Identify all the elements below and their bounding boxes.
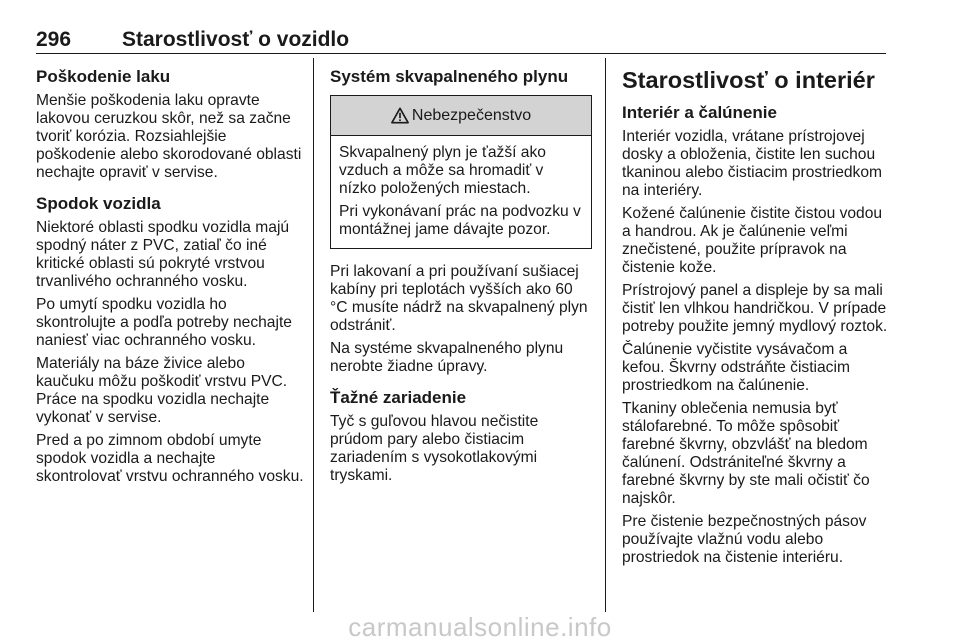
paragraph: Po umytí spodku vozidla ho skontrolujte a podľa potreby nechajte naniesť viac ochranného vosku. xyxy=(36,296,292,349)
paragraph: Materiály na báze živice alebo kaučuku môžu poškodiť vrstvu PVC. Práce na spodku vozidla nechajte vykonať v servise. xyxy=(36,355,288,426)
paragraph: Niektoré oblasti spodku vozidla majú spodný náter z PVC, zatiaľ čo iné kritické oblasti sú pokryté vrstvou trvanlivého ochranného vosku. xyxy=(36,219,290,290)
page-title: Starostlivosť o vozidlo xyxy=(122,28,350,51)
watermark: carmanualsonline.info xyxy=(348,612,612,642)
paragraph: Pre čistenie bezpečnostných pásov používajte vlažnú vodu alebo prostriedok na čistenie interiéru. xyxy=(622,513,867,566)
paragraph: Prístrojový panel a displeje by sa mali čistiť len vlhkou handričkou. V prípade potreby použite jemný mydlový roztok. xyxy=(622,282,888,335)
paragraph: Na systéme skvapalneného plynu nerobte žiadne úpravy. xyxy=(330,340,564,375)
warning-box xyxy=(330,95,592,249)
warning-header xyxy=(331,96,591,136)
warning-paragraph: Pri vykonávaní prác na podvozku v montážnej jame dávajte pozor. xyxy=(339,203,581,238)
paragraph: Pred a po zimnom období umyte spodok vozidla a nechajte skontrolovať vrstvu ochranného vosku. xyxy=(36,432,304,485)
section-heading-interior-upholstery: Interiér a čalúnenie xyxy=(622,103,777,122)
column-3 xyxy=(622,66,888,572)
paragraph: Pri lakovaní a pri používaní sušiacej kabíny pri teplotách vyšších ako 60 °C musíte nádrž na skvapalnený plyn odstrániť. xyxy=(330,263,588,334)
column-divider-1 xyxy=(313,58,314,612)
paragraph: Menšie poškodenia laku opravte lakovou ceruzkou skôr, než sa začne tvoriť korózia. Rozsiahlejšie poškodenie alebo skorodované oblasti nechajte opraviť v servise. xyxy=(36,92,302,181)
warning-title: Nebezpečenstvo xyxy=(411,106,532,124)
section-heading-paint-damage: Poškodenie laku xyxy=(36,67,171,86)
section-heading-underbody: Spodok vozidla xyxy=(36,194,161,213)
warning-triangle-icon xyxy=(391,107,409,124)
paragraph: Tkaniny oblečenia nemusia byť stálofarebné. To môže spôsobiť farebné škvrny, obzvlášť na bledom čalúnení. Odstrániteľné škvrny a farebné škvrny by ste mali očistiť čo najskôr. xyxy=(622,400,870,507)
chapter-heading-interior-care: Starostlivosť o interiér xyxy=(622,67,875,93)
section-heading-towing-device: Ťažné zariadenie xyxy=(330,388,467,407)
warning-body xyxy=(331,136,591,248)
page-header xyxy=(36,28,886,54)
paragraph: Kožené čalúnenie čistite čistou vodou a handrou. Ak je čalúnenie veľmi znečistené, použite prípravok na čistenie kože. xyxy=(622,205,883,276)
page-number: 296 xyxy=(36,28,72,51)
column-1 xyxy=(36,66,304,491)
paragraph: Čalúnenie vyčistite vysávačom a kefou. Škvrny odstráňte čistiacim prostriedkom na čalúnenie. xyxy=(622,341,850,394)
paragraph: Interiér vozidla, vrátane prístrojovej dosky a obloženia, čistite len suchou tkaninou alebo čistiacim prostriedkom na interiéry. xyxy=(622,128,883,199)
column-2 xyxy=(330,66,588,490)
paragraph: Tyč s guľovou hlavou nečistite prúdom pary alebo čistiacim zariadením s vysokotlakovými tryskami. xyxy=(330,413,539,484)
warning-paragraph: Skvapalnený plyn je ťažší ako vzduch a môže sa hromadiť v nízko položených miestach. xyxy=(339,144,546,197)
section-heading-lpg-system: Systém skvapalneného plynu xyxy=(330,67,569,86)
column-divider-2 xyxy=(605,58,606,612)
